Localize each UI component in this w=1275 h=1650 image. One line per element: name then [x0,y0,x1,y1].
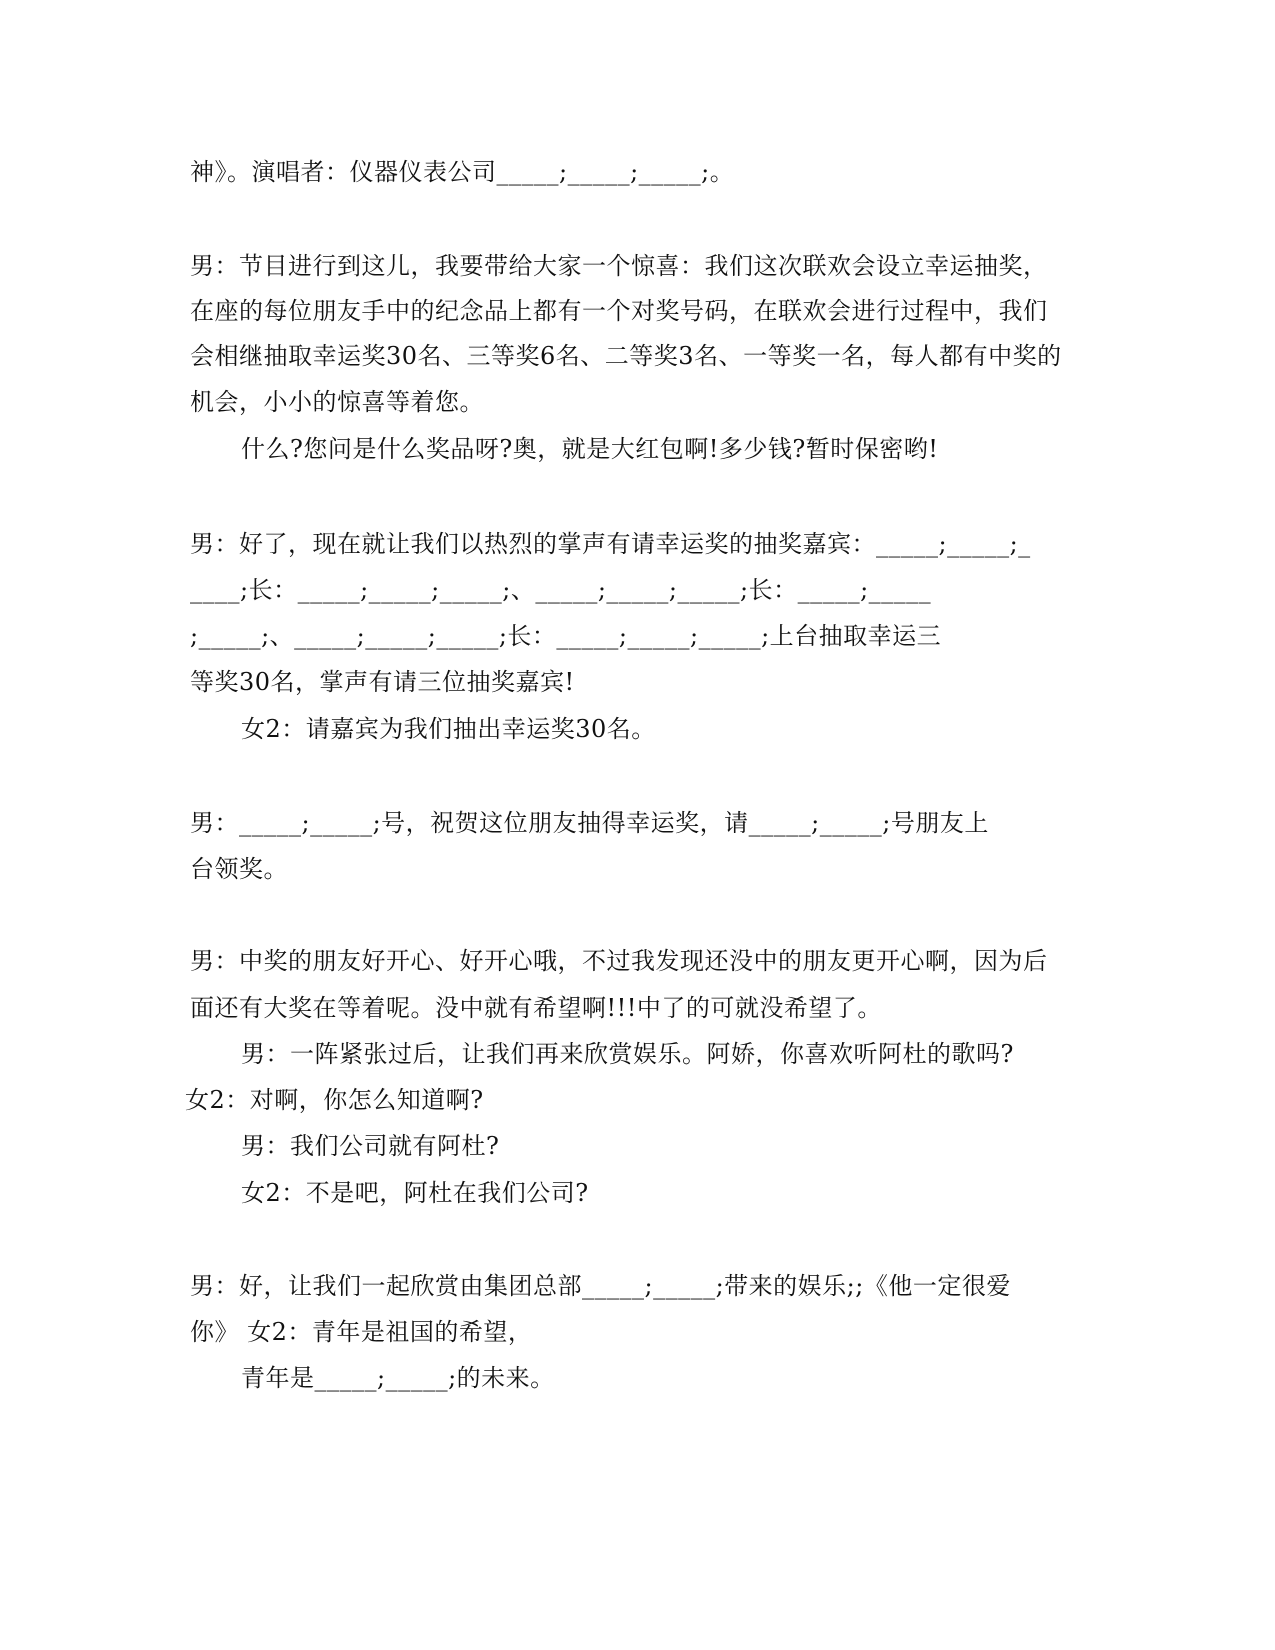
text-line: 会相继抽取幸运奖30名、三等奖6名、二等奖3名、一等奖一名，每人都有中奖的 [190,342,1062,370]
text-line: 女2：不是吧，阿杜在我们公司? [241,1179,589,1207]
text-line: 神》。演唱者：仪器仪表公司_____;_____;_____;。 [190,158,735,186]
text-line: 什么?您问是什么奖品呀?奥，就是大红包啊!多少钱?暂时保密哟! [241,435,939,463]
text-line: 男：好，让我们一起欣赏由集团总部_____;_____;带来的娱乐;;《他一定很爱 [190,1272,1011,1300]
text-line: ;_____;、_____;_____;_____;长：_____;_____;_____;上台抽取幸运三 [190,622,942,650]
text-line: 青年是_____;_____;的未来。 [241,1364,555,1392]
text-line: 男：中奖的朋友好开心、好开心哦，不过我发现还没中的朋友更开心啊，因为后 [190,947,1048,975]
text-line: 男：一阵紧张过后，让我们再来欣赏娱乐。阿娇，你喜欢听阿杜的歌吗? [241,1040,1014,1068]
text-line: 男：好了，现在就让我们以热烈的掌声有请幸运奖的抽奖嘉宾：_____;_____;_ [190,530,1031,558]
text-line: 女2：请嘉宾为我们抽出幸运奖30名。 [241,715,656,743]
text-line: 你》 女2：青年是祖国的希望， [190,1318,533,1346]
text-line: 男：我们公司就有阿杜? [241,1132,500,1160]
text-line: 机会，小小的惊喜等着您。 [190,388,484,416]
text-line: 男：节目进行到这儿，我要带给大家一个惊喜：我们这次联欢会设立幸运抽奖， [190,252,1048,280]
text-line: 女2：对啊，你怎么知道啊? [185,1086,484,1114]
text-line: 等奖30名，掌声有请三位抽奖嘉宾! [190,668,575,696]
text-line: 台领奖。 [190,855,288,883]
text-line: 面还有大奖在等着呢。没中就有希望啊!!!中了的可就没希望了。 [190,994,882,1022]
text-line: ____;长：_____;_____;_____;、_____;_____;_____;长：_____;_____ [190,576,932,604]
text-line: 男：_____;_____;号，祝贺这位朋友抽得幸运奖，请_____;_____;号朋友上 [190,809,989,837]
text-line: 在座的每位朋友手中的纪念品上都有一个对奖号码，在联欢会进行过程中，我们 [190,297,1048,325]
